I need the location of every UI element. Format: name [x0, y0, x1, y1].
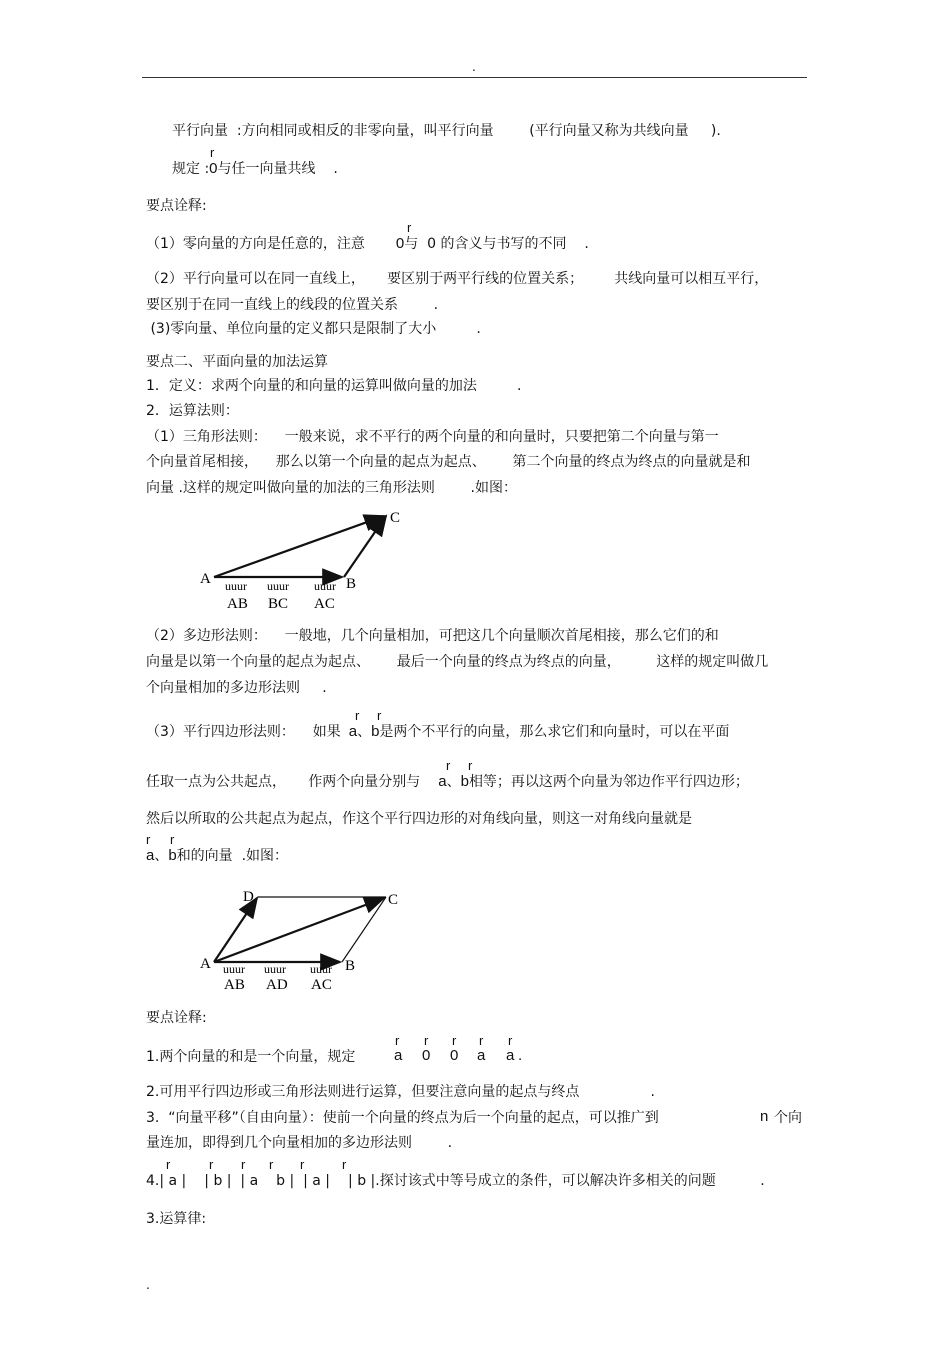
symbol-n: n	[760, 1108, 769, 1125]
vector-mark: r	[377, 708, 382, 723]
text-line-2a: （2）平行向量可以在同一直线上， 要区别于两平行线的位置关系； 共线向量可以相互平行，	[146, 271, 769, 287]
vector-mark: r	[300, 1157, 305, 1172]
text-line-note-2: 2.可用平行四边形或三角形法则进行运算，但要注意向量的起点与终点 .	[146, 1084, 656, 1100]
text-line-rules: 2．运算法则：	[146, 403, 239, 419]
vector-mark: r	[146, 832, 151, 847]
vector-mark: r	[446, 758, 451, 773]
symbol-a: a	[394, 1047, 403, 1064]
vector-mark: r	[269, 1157, 274, 1172]
vector-ac-arrow	[214, 516, 384, 577]
text-line-polygon-2: 向量是以第一个向量的起点为起点、 最后一个向量的终点为终点的向量， 这样的规定叫做几	[146, 654, 769, 670]
text-line-zero-vector: （1）零向量的方向是任意的，注意 0与 0 的含义与书写的不同 .	[146, 235, 589, 252]
text-line-triangle-2: 个向量首尾相接， 那么以第一个向量的起点为起点、 第二个向量的终点为终点的向量就是和	[146, 454, 751, 470]
vector-mark: r	[407, 220, 412, 235]
section-note-1: 要点诠释:	[146, 198, 207, 214]
text-line-parallel-vector: 平行向量 :方向相同或相反的非零向量，叫平行向量 (平行向量又称为共线向量 ).	[172, 123, 721, 139]
caption-ac: AC	[314, 596, 335, 612]
text-line-operation-laws: 3.运算律:	[146, 1211, 207, 1227]
symbol-period: .	[518, 1047, 523, 1064]
point-a-label: A	[200, 956, 211, 972]
text-line-note-3a: 3. “向量平移”（自由向量）：使前一个向量的终点为后一个向量的起点，可以推广到	[146, 1110, 659, 1126]
arrow-mark-ac: uuur	[310, 962, 332, 976]
parallelogram-rule-figure	[190, 880, 430, 1000]
section-note-2: 要点诠释:	[146, 1010, 207, 1026]
arrow-mark-ac: uuur	[314, 579, 336, 593]
triangle-rule-figure	[190, 500, 430, 620]
arrow-mark-ad: uuur	[264, 962, 286, 976]
caption-ac: AC	[311, 977, 332, 993]
text-line-parallelogram-4: a、b和的向量 .如图：	[146, 847, 289, 864]
text-line-polygon-3: 个向量相加的多边形法则 .	[146, 680, 327, 696]
vector-mark: r	[468, 758, 473, 773]
vector-mark: r	[452, 1033, 457, 1048]
vector-mark: r	[479, 1033, 484, 1048]
footer-dot: .	[146, 1278, 150, 1292]
caption-bc: BC	[268, 596, 289, 612]
text-line-note-3a-end: 个向	[774, 1110, 802, 1126]
caption-ad: AD	[266, 977, 288, 993]
point-b-label: B	[345, 958, 356, 974]
point-a-label: A	[200, 571, 211, 587]
text-line-note-4: 4.| a | | b | | a b | | a | | b |.探讨该式中等号成立的条件，可以解决许多相关的问题 .	[146, 1173, 765, 1189]
header-dot: .	[472, 60, 476, 74]
vector-mark: r	[241, 1157, 246, 1172]
vector-ac-arrow	[214, 898, 384, 962]
arrow-mark-bc: uuur	[267, 579, 289, 593]
point-c-label: C	[390, 510, 401, 526]
side-bc-line	[342, 897, 386, 962]
text-line-triangle-1: （1）三角形法则： 一般来说，求不平行的两个向量的和向量时，只要把第二个向量与第一	[146, 429, 719, 445]
vector-mark: r	[170, 832, 175, 847]
header-rule	[142, 77, 807, 78]
text-line-sum-definition: 1.两个向量的和是一个向量，规定	[146, 1049, 356, 1065]
vector-mark: r	[424, 1033, 429, 1048]
point-b-label: B	[346, 576, 357, 592]
vector-mark: r	[342, 1157, 347, 1172]
text-line-parallelogram-2: 任取一点为公共起点， 作两个向量分别与 a、b相等；再以这两个向量为邻边作平行四边形；	[146, 773, 749, 790]
vector-mark: r	[209, 1157, 214, 1172]
text-line-2b: 要区别于在同一直线上的线段的位置关系 .	[146, 297, 439, 313]
text-line-parallelogram-3: 然后以所取的公共起点为起点，作这个平行四边形的对角线向量，则这一对角线向量就是	[146, 811, 692, 827]
vector-mark: r	[355, 708, 360, 723]
text-line-polygon-1: （2）多边形法则： 一般地，几个向量相加，可把这几个向量顺次首尾相接，那么它们的和	[146, 628, 719, 644]
arrow-mark-ab: uuur	[225, 579, 247, 593]
symbol-a: a	[477, 1047, 486, 1064]
text-line-note-3b: 量连加，即得到几个向量相加的多边形法则 .	[146, 1135, 453, 1151]
caption-ab: AB	[224, 977, 245, 993]
vector-mark: r	[210, 145, 215, 160]
arrow-mark-ab: uuur	[223, 962, 245, 976]
symbol-zero: 0	[422, 1047, 431, 1064]
vector-bc-arrow	[344, 516, 386, 577]
symbol-a: a	[506, 1047, 515, 1064]
section-heading-addition: 要点二、平面向量的加法运算	[146, 354, 328, 370]
vector-mark: r	[166, 1157, 171, 1172]
point-d-label: D	[243, 889, 254, 905]
vector-mark: r	[395, 1033, 400, 1048]
text-line-definition: 1．定义：求两个向量的和向量的运算叫做向量的加法 .	[146, 378, 522, 394]
caption-ab: AB	[227, 596, 248, 612]
text-line-3: (3)零向量、单位向量的定义都只是限制了大小 .	[146, 321, 481, 337]
text-line-parallelogram-1: （3）平行四边形法则： 如果 a、b是两个不平行的向量，那么求它们和向量时，可以在平面	[146, 723, 730, 740]
text-line-rule: 规定 :0与任一向量共线 .	[172, 160, 338, 177]
point-c-label: C	[388, 892, 399, 908]
text-line-triangle-3: 向量 .这样的规定叫做向量的加法的三角形法则 .如图：	[146, 480, 517, 496]
symbol-zero: 0	[450, 1047, 459, 1064]
vector-ad-arrow	[214, 898, 257, 962]
vector-mark: r	[508, 1033, 513, 1048]
